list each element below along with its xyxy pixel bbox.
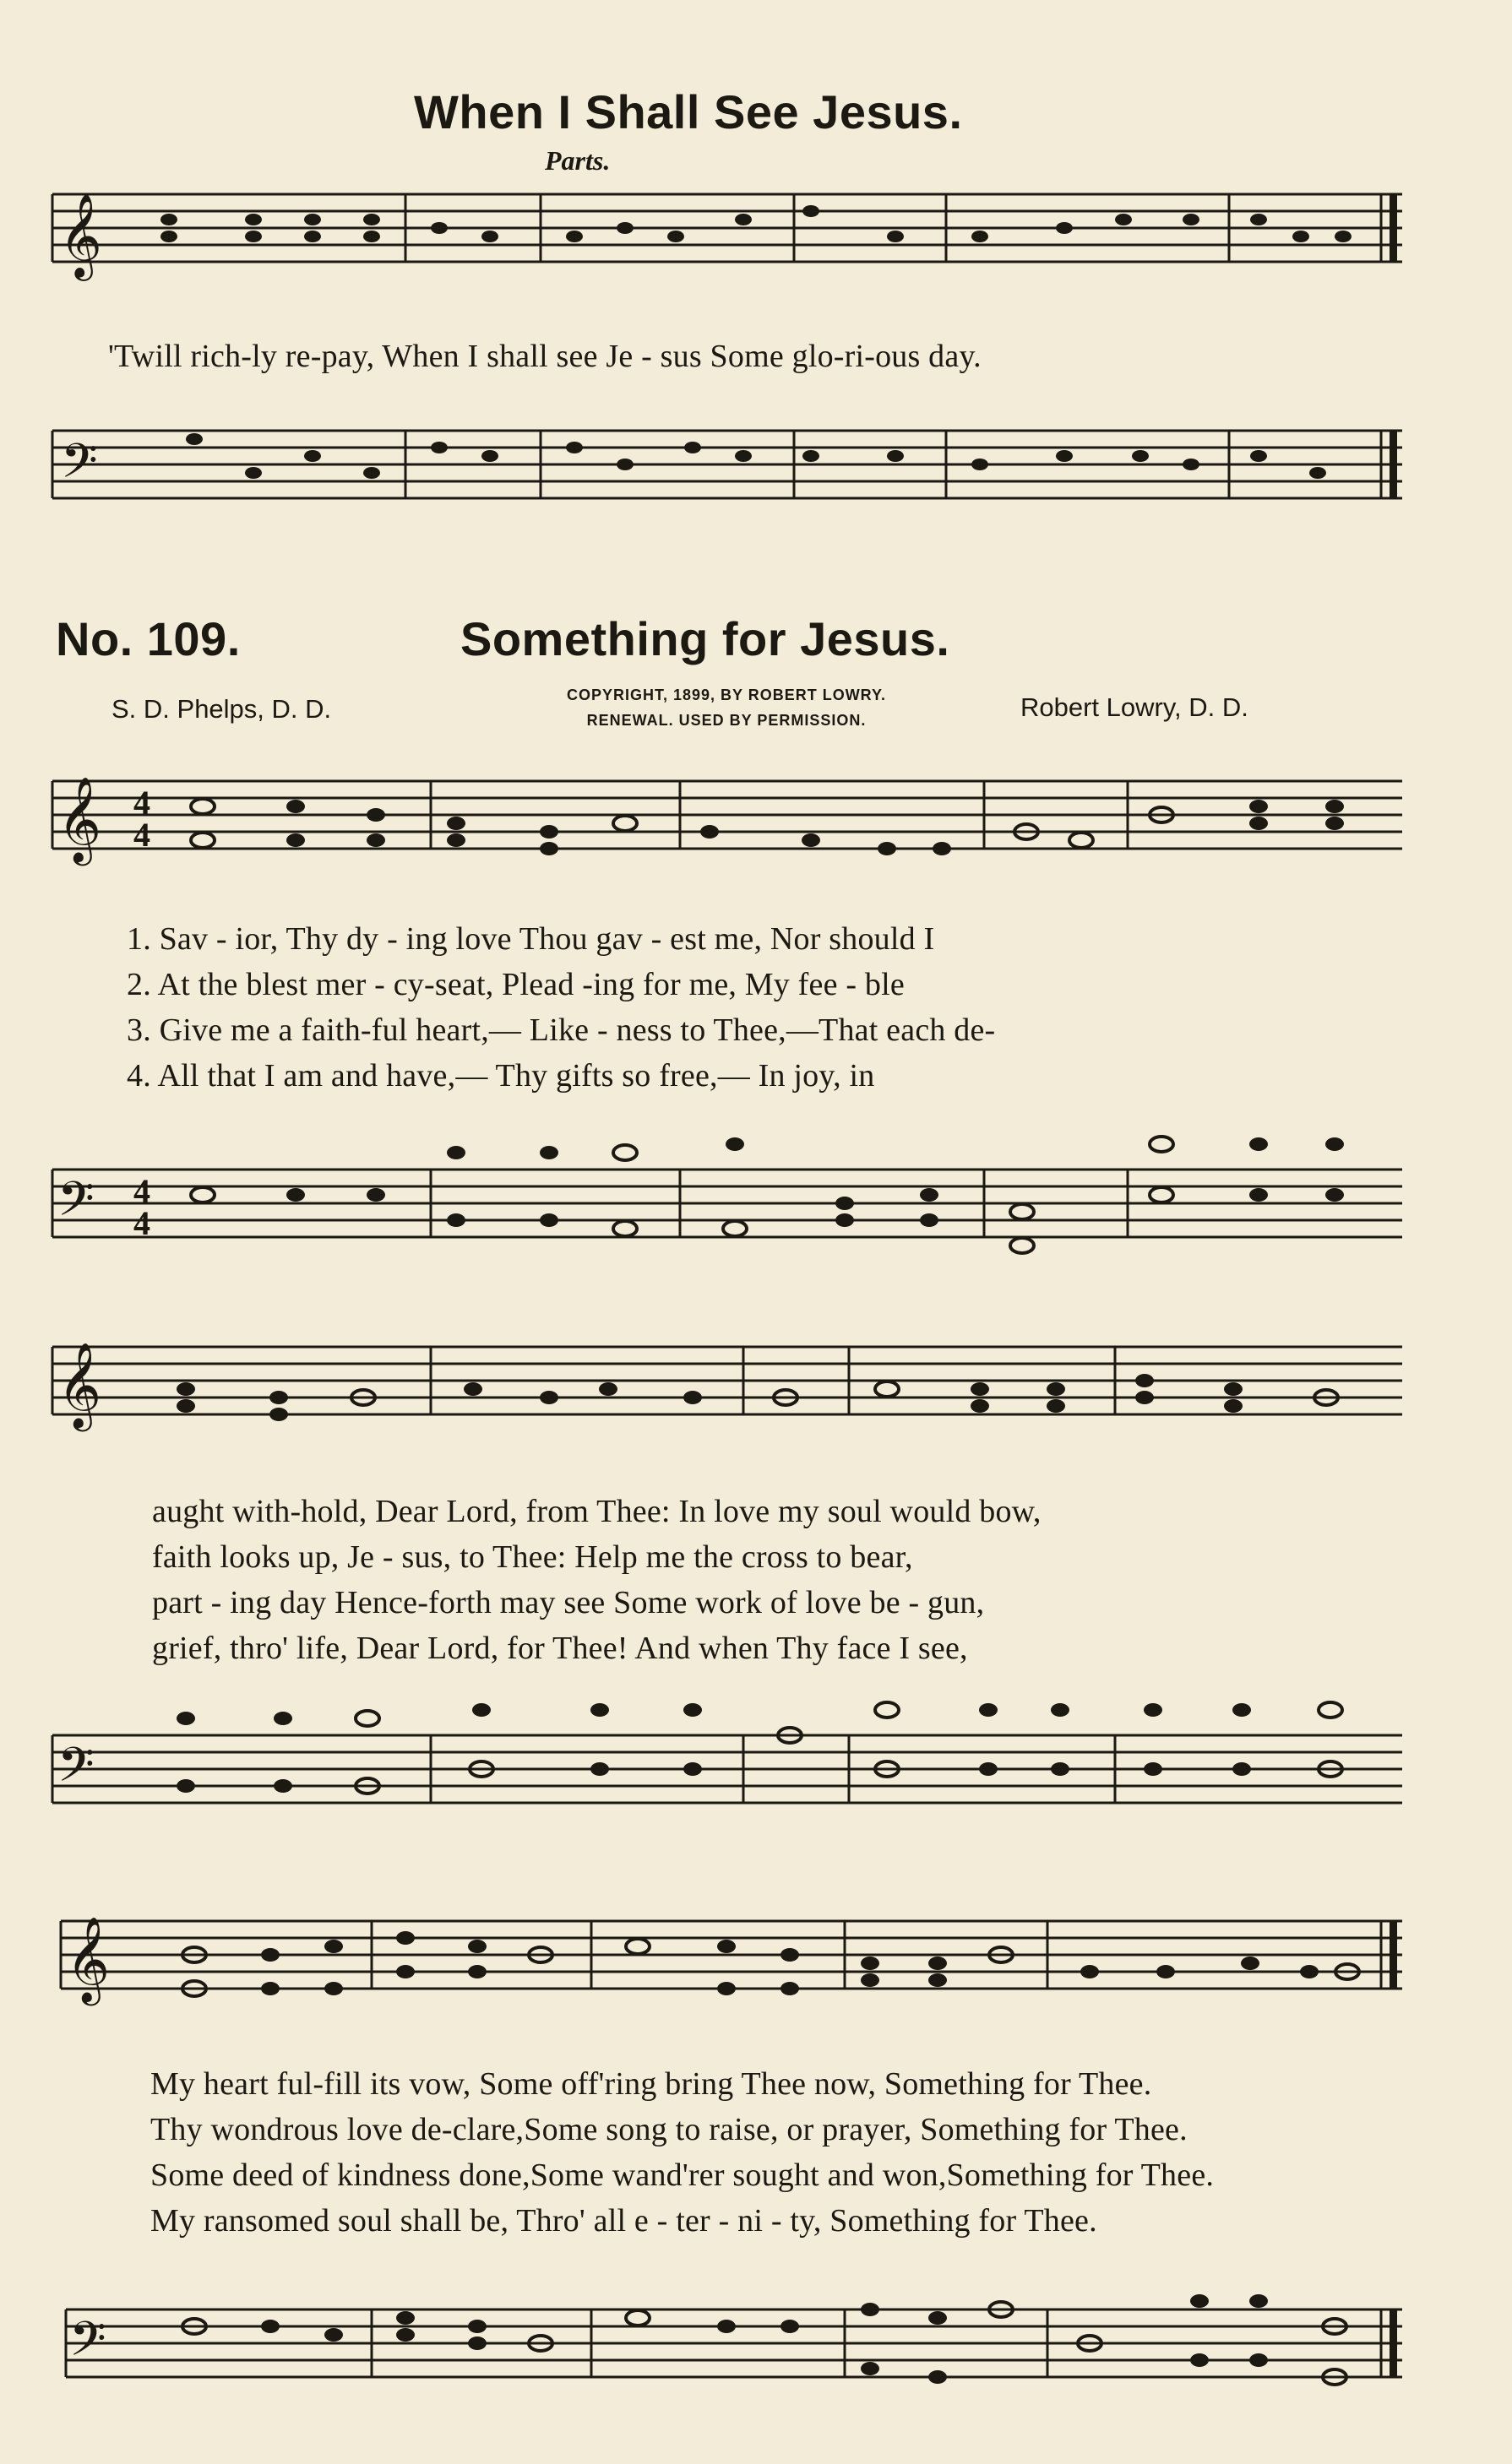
music-staff-s1-bass: [0, 1123, 1512, 1267]
hymn-title-top: When I Shall See Jesus.: [414, 85, 963, 138]
lyric-top: 'Twill rich-ly re-pay, When I shall see Je - sus Some glo-ri-ous day.: [108, 339, 982, 374]
lyrics-system-1: [127, 920, 1394, 1123]
lyric-verse-2: 2. At the blest mer - cy-seat, Plead -ing for me, My fee - ble: [127, 967, 905, 1002]
svg-text:4: 4: [133, 1172, 150, 1210]
copyright-line-2: RENEWAL. USED BY PERMISSION.: [586, 712, 867, 729]
lyric-verse-1: 1. Sav - ior, Thy dy - ing love Thou gav - est me, Nor should I: [127, 921, 935, 957]
music-staff-s1-treble: [0, 760, 1512, 929]
svg-text:𝄞: 𝄞: [59, 193, 102, 278]
svg-text:𝄢: 𝄢: [61, 434, 98, 501]
svg-text:𝄢: 𝄢: [57, 1172, 95, 1239]
svg-text:𝄞: 𝄞: [57, 775, 102, 862]
svg-text:𝄢: 𝄢: [57, 1738, 95, 1805]
music-staff-top-bass: [0, 380, 1512, 540]
svg-text:𝄞: 𝄞: [57, 1341, 102, 1428]
copyright-line-1: COPYRIGHT, 1899, BY ROBERT LOWRY.: [566, 687, 887, 703]
lyric-verse-3: 3. Give me a faith-ful heart,— Like - ness to Thee,—That each de-: [127, 1012, 996, 1048]
music-staff-top-treble: [0, 177, 1512, 329]
lyric-verse-1: aught with-hold, Dear Lord, from Thee: In love my soul would bow,: [152, 1494, 1042, 1529]
hymn-title-main: Something for Jesus.: [460, 612, 950, 665]
music-staff-s3-bass: [0, 2263, 1512, 2415]
copyright-notice: [507, 682, 946, 733]
svg-text:4: 4: [133, 784, 150, 822]
lyric-verse-3: part - ing day Hence-forth may see Some work of love be - gun,: [152, 1585, 985, 1620]
svg-text:𝄞: 𝄞: [66, 1915, 111, 2002]
composer-credit: Robert Lowry, D. D.: [1020, 692, 1248, 722]
lyric-verse-3: Some deed of kindness done,Some wand'rer sought and won,Something for Thee.: [150, 2157, 1215, 2193]
tempo-direction: Parts.: [545, 145, 611, 176]
lyric-verse-2: Thy wondrous love de-clare,Some song to raise, or prayer, Something for Thee.: [150, 2112, 1188, 2147]
lyric-verse-1: My heart ful-fill its vow, Some off'ring bring Thee now, Something for Thee.: [150, 2066, 1152, 2102]
svg-text:𝄢: 𝄢: [69, 2312, 106, 2379]
svg-text:4: 4: [133, 816, 150, 854]
lyric-verse-4: My ransomed soul shall be, Thro' all e - ter - ni - ty, Something for Thee.: [150, 2203, 1097, 2239]
hymn-number: No. 109.: [56, 612, 241, 665]
author-credit: S. D. Phelps, D. D.: [111, 694, 332, 724]
svg-text:4: 4: [133, 1204, 150, 1242]
music-staff-s2-bass: [0, 1689, 1512, 1832]
lyric-verse-4: grief, thro' life, Dear Lord, for Thee! And when Thy face I see,: [152, 1631, 968, 1666]
music-staff-s3-treble: [0, 1900, 1512, 2069]
lyrics-system-2: [152, 1493, 1394, 1696]
music-staff-s2-treble: [0, 1326, 1512, 1495]
lyric-verse-4: 4. All that I am and have,— Thy gifts so free,— In joy, in: [127, 1058, 875, 1094]
lyrics-system-3: [150, 2065, 1392, 2268]
lyric-verse-2: faith looks up, Je - sus, to Thee: Help me the cross to bear,: [152, 1539, 913, 1575]
